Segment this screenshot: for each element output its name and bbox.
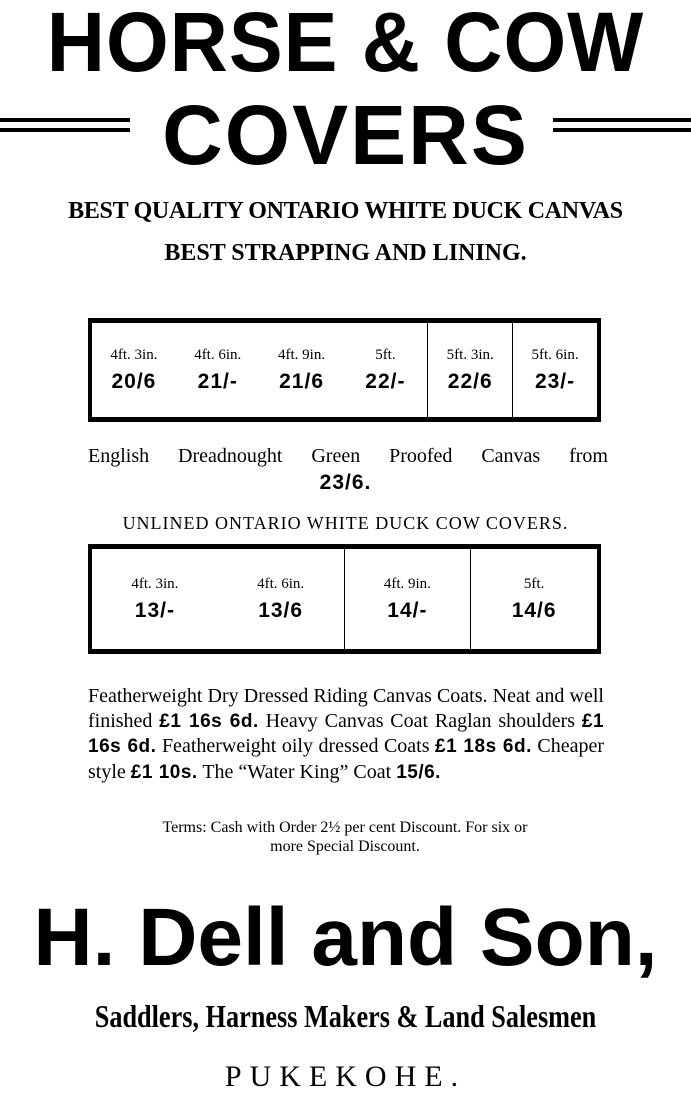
- price-cell: [218, 549, 344, 649]
- heading-covers: COVERS: [162, 88, 529, 182]
- cover-size: 4ft. 6in.: [257, 576, 305, 592]
- double-rule-right: [553, 118, 691, 132]
- price-cell: [92, 323, 176, 417]
- business-town: PUKEKOHE.: [224, 1060, 467, 1093]
- cover-size: 5ft. 3in.: [446, 347, 494, 363]
- coats-price: £1 16s 6d.: [159, 710, 259, 732]
- heading-covers-row: [0, 88, 691, 182]
- coats-price: 15/6.: [396, 761, 441, 783]
- business-trades: Saddlers, Harness Makers & Land Salesmen: [94, 998, 597, 1034]
- cover-size: 5ft. 6in.: [531, 347, 579, 363]
- cover-price: 23/-: [534, 370, 576, 393]
- heading-horse-cow: HORSE & COW: [46, 0, 645, 89]
- price-cell: [260, 323, 344, 417]
- price-cell: [344, 549, 471, 649]
- coats-text: Cheaper style: [88, 735, 605, 783]
- lined-covers-price-table: [88, 318, 601, 422]
- cover-size: 4ft. 3in.: [131, 576, 179, 592]
- business-name: H. Dell and Son,: [33, 892, 658, 983]
- price-cell: [343, 323, 427, 417]
- cover-price: 13/6: [258, 599, 304, 622]
- coats-description: [88, 684, 604, 785]
- price-cell: [512, 323, 597, 417]
- coats-price: £1 10s.: [130, 761, 198, 783]
- terms-line: more Special Discount.: [270, 838, 420, 855]
- cover-price: 21/6: [279, 370, 324, 393]
- cover-size: 4ft. 9in.: [383, 576, 431, 592]
- price-cell: [427, 323, 512, 417]
- cover-price: 22/6: [447, 370, 493, 393]
- cover-price: 14/6: [511, 599, 557, 622]
- subheading-strapping: BEST STRAPPING AND LINING.: [164, 240, 527, 266]
- coats-price: £1 16s 6d.: [88, 710, 605, 758]
- cover-price: 22/-: [365, 370, 406, 393]
- cover-size: 5ft.: [375, 347, 396, 363]
- cover-size: 4ft. 3in.: [110, 347, 158, 363]
- cover-price: 14/-: [387, 599, 428, 622]
- cover-price: 21/-: [197, 370, 238, 393]
- price-cell: [470, 549, 597, 649]
- cover-price: 20/6: [111, 370, 157, 393]
- cover-price: 13/-: [134, 599, 175, 622]
- coats-text: Featherweight Dry Dressed Riding Canvas Coats. Neat and well finished: [88, 685, 604, 732]
- subheading-quality: BEST QUALITY ONTARIO WHITE DUCK CANVAS: [68, 198, 623, 224]
- english-canvas-price: 23/6.: [319, 471, 372, 494]
- terms-of-sale: [80, 818, 610, 856]
- price-cell: [92, 549, 218, 649]
- coats-text: Heavy Canvas Coat Raglan shoulders: [258, 709, 582, 732]
- coats-text: Featherweight oily dressed Coats: [156, 735, 436, 758]
- cover-size: 4ft. 6in.: [194, 347, 242, 363]
- unlined-covers-heading: UNLINED ONTARIO WHITE DUCK COW COVERS.: [122, 513, 569, 533]
- cover-size: 4ft. 9in.: [278, 347, 326, 363]
- coats-price: £1 18s 6d.: [435, 736, 532, 758]
- cover-size: 5ft.: [523, 576, 545, 592]
- unlined-covers-price-table: [88, 544, 601, 654]
- price-cell: [176, 323, 260, 417]
- terms-line: Terms: Cash with Order 2½ per cent Discount. For six or: [162, 819, 528, 836]
- english-canvas-text: English Dreadnought Green Proofed Canvas from: [88, 445, 608, 467]
- coats-text: The “Water King” Coat: [197, 760, 397, 783]
